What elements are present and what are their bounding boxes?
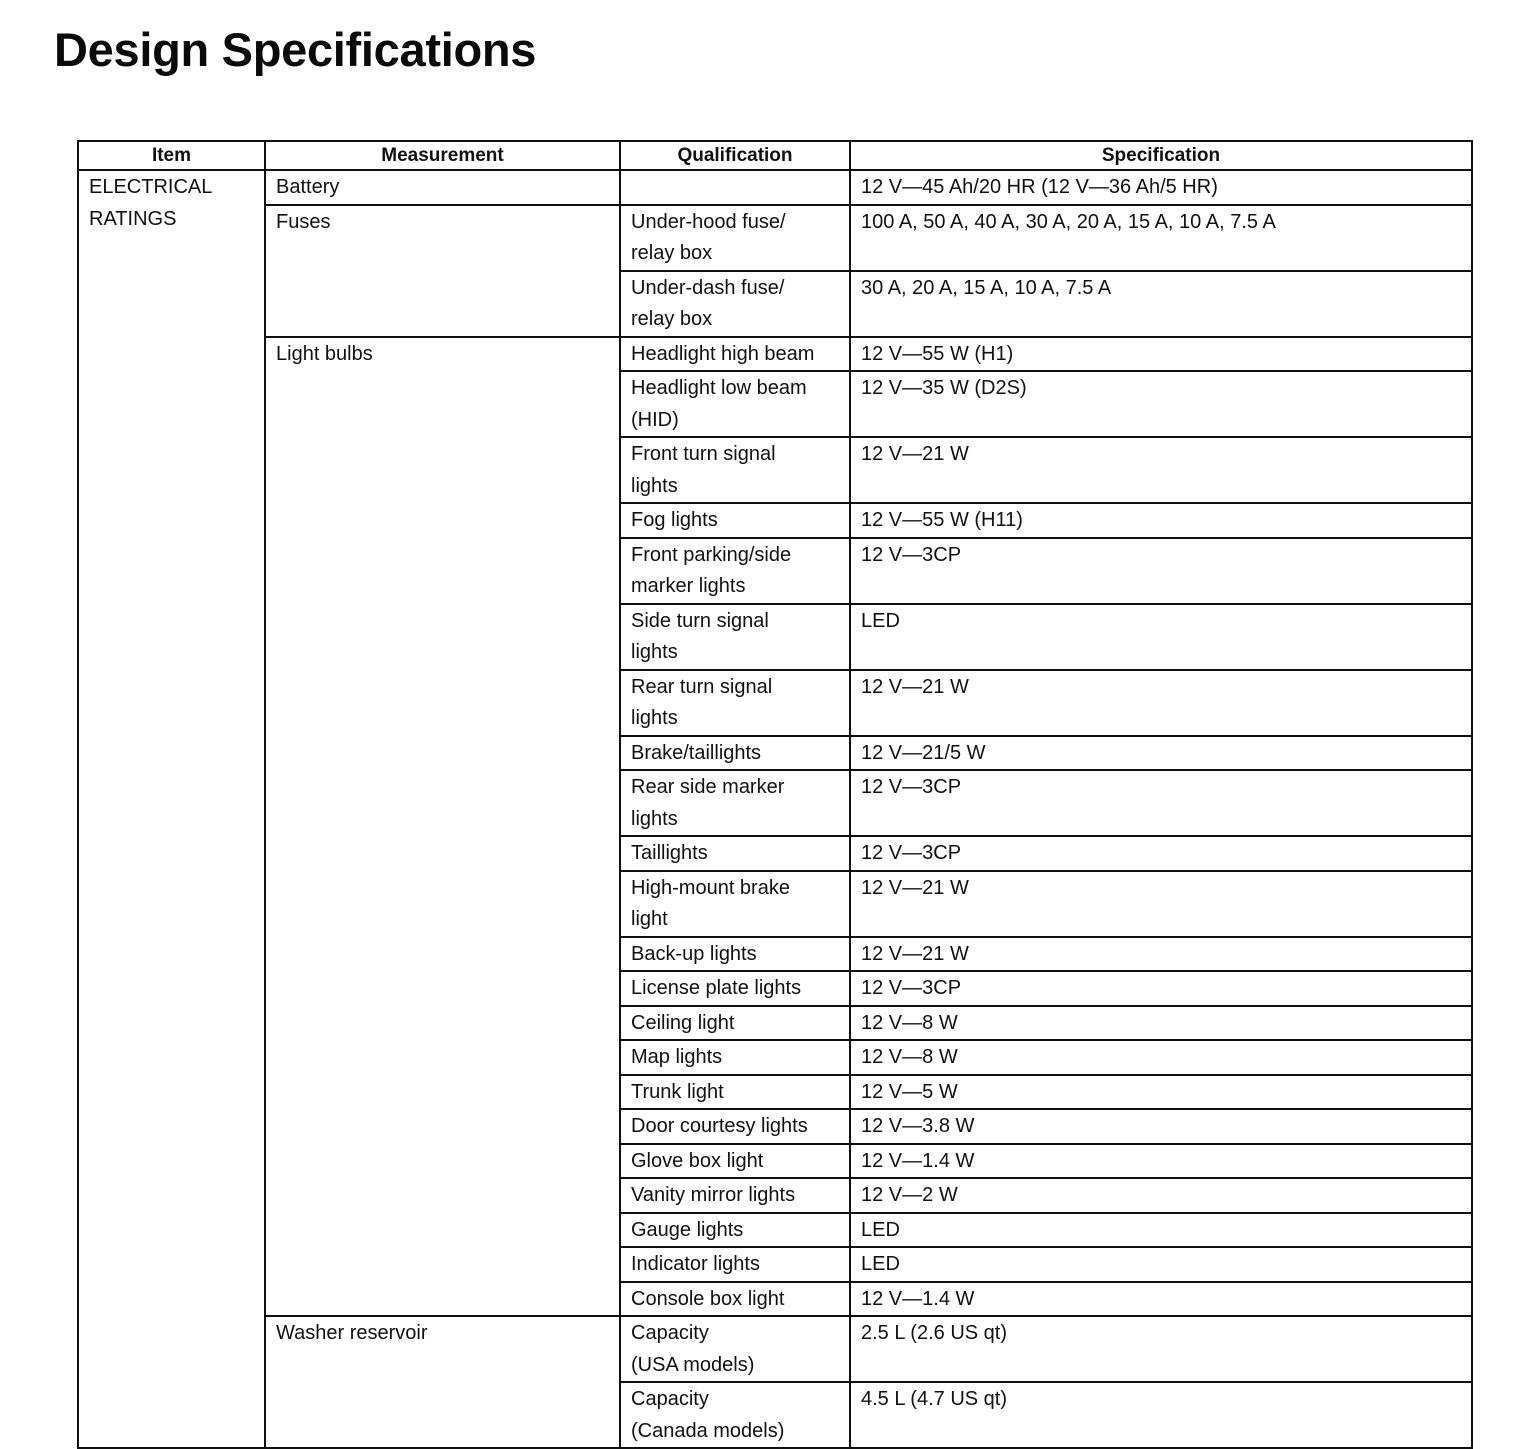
header-measurement: Measurement — [265, 141, 620, 170]
specification-cell: 12 V—21 W — [850, 670, 1472, 736]
specifications-table — [77, 140, 1473, 1449]
qualification-cell: Capacity (USA models) — [620, 1316, 850, 1382]
specification-cell: 12 V—21 W — [850, 437, 1472, 503]
qualification-cell: Front parking/side marker lights — [620, 538, 850, 604]
qualification-cell: Trunk light — [620, 1075, 850, 1110]
specification-cell: 100 A, 50 A, 40 A, 30 A, 20 A, 15 A, 10 A, 7.5 A — [850, 205, 1472, 271]
specification-cell: 12 V—21/5 W — [850, 736, 1472, 771]
specification-cell: 12 V—8 W — [850, 1006, 1472, 1041]
qualification-cell: Map lights — [620, 1040, 850, 1075]
measurement-cell: Battery — [265, 170, 620, 205]
specification-cell: 12 V—35 W (D2S) — [850, 371, 1472, 437]
qualification-cell: Taillights — [620, 836, 850, 871]
qualification-cell: High-mount brake light — [620, 871, 850, 937]
specification-cell: 12 V—5 W — [850, 1075, 1472, 1110]
header-row — [78, 141, 1472, 170]
qualification-cell: Headlight high beam — [620, 337, 850, 372]
specification-cell: 12 V—55 W (H11) — [850, 503, 1472, 538]
specification-cell: 12 V—1.4 W — [850, 1144, 1472, 1179]
specification-cell: 12 V—1.4 W — [850, 1282, 1472, 1317]
qualification-cell: Rear turn signal lights — [620, 670, 850, 736]
qualification-cell: Glove box light — [620, 1144, 850, 1179]
qualification-cell: Headlight low beam (HID) — [620, 371, 850, 437]
header-qualification: Qualification — [620, 141, 850, 170]
measurement-cell: Light bulbs — [265, 337, 620, 1317]
qualification-cell: Capacity (Canada models) — [620, 1382, 850, 1448]
qualification-cell: Gauge lights — [620, 1213, 850, 1248]
qualification-cell: License plate lights — [620, 971, 850, 1006]
qualification-cell: Vanity mirror lights — [620, 1178, 850, 1213]
specification-cell: 12 V—55 W (H1) — [850, 337, 1472, 372]
page-title: Design Specifications — [54, 23, 537, 76]
specification-cell: 12 V—45 Ah/20 HR (12 V—36 Ah/5 HR) — [850, 170, 1472, 205]
specification-cell: LED — [850, 1247, 1472, 1282]
qualification-cell: Fog lights — [620, 503, 850, 538]
table-row — [78, 1316, 1472, 1382]
measurement-cell: Washer reservoir — [265, 1316, 620, 1448]
table-row — [78, 337, 1472, 372]
qualification-cell: Door courtesy lights — [620, 1109, 850, 1144]
table-header — [78, 141, 1472, 170]
qualification-cell: Indicator lights — [620, 1247, 850, 1282]
qualification-cell: Front turn signal lights — [620, 437, 850, 503]
qualification-cell: Rear side marker lights — [620, 770, 850, 836]
specification-cell: LED — [850, 604, 1472, 670]
table-row — [78, 205, 1472, 271]
qualification-cell: Ceiling light — [620, 1006, 850, 1041]
qualification-cell: Brake/taillights — [620, 736, 850, 771]
qualification-cell: Back-up lights — [620, 937, 850, 972]
qualification-cell: Under-dash fuse/ relay box — [620, 271, 850, 337]
item-cell: ELECTRICAL RATINGS — [78, 170, 265, 1448]
specification-cell: 30 A, 20 A, 15 A, 10 A, 7.5 A — [850, 271, 1472, 337]
measurement-cell: Fuses — [265, 205, 620, 337]
specification-cell: 12 V—3CP — [850, 770, 1472, 836]
specification-cell: 12 V—21 W — [850, 937, 1472, 972]
specification-cell: 2.5 L (2.6 US qt) — [850, 1316, 1472, 1382]
specification-cell: 12 V—3CP — [850, 836, 1472, 871]
specification-cell: 12 V—3CP — [850, 971, 1472, 1006]
specification-cell: 12 V—8 W — [850, 1040, 1472, 1075]
specification-cell: 12 V—3CP — [850, 538, 1472, 604]
specification-cell: 4.5 L (4.7 US qt) — [850, 1382, 1472, 1448]
qualification-cell: Side turn signal lights — [620, 604, 850, 670]
table-body — [78, 170, 1472, 1448]
specification-cell: LED — [850, 1213, 1472, 1248]
table-row — [78, 170, 1472, 205]
qualification-cell: Console box light — [620, 1282, 850, 1317]
header-item: Item — [78, 141, 265, 170]
specification-cell: 12 V—3.8 W — [850, 1109, 1472, 1144]
qualification-cell — [620, 170, 850, 205]
header-specification: Specification — [850, 141, 1472, 170]
specification-cell: 12 V—21 W — [850, 871, 1472, 937]
specification-cell: 12 V—2 W — [850, 1178, 1472, 1213]
qualification-cell: Under-hood fuse/ relay box — [620, 205, 850, 271]
